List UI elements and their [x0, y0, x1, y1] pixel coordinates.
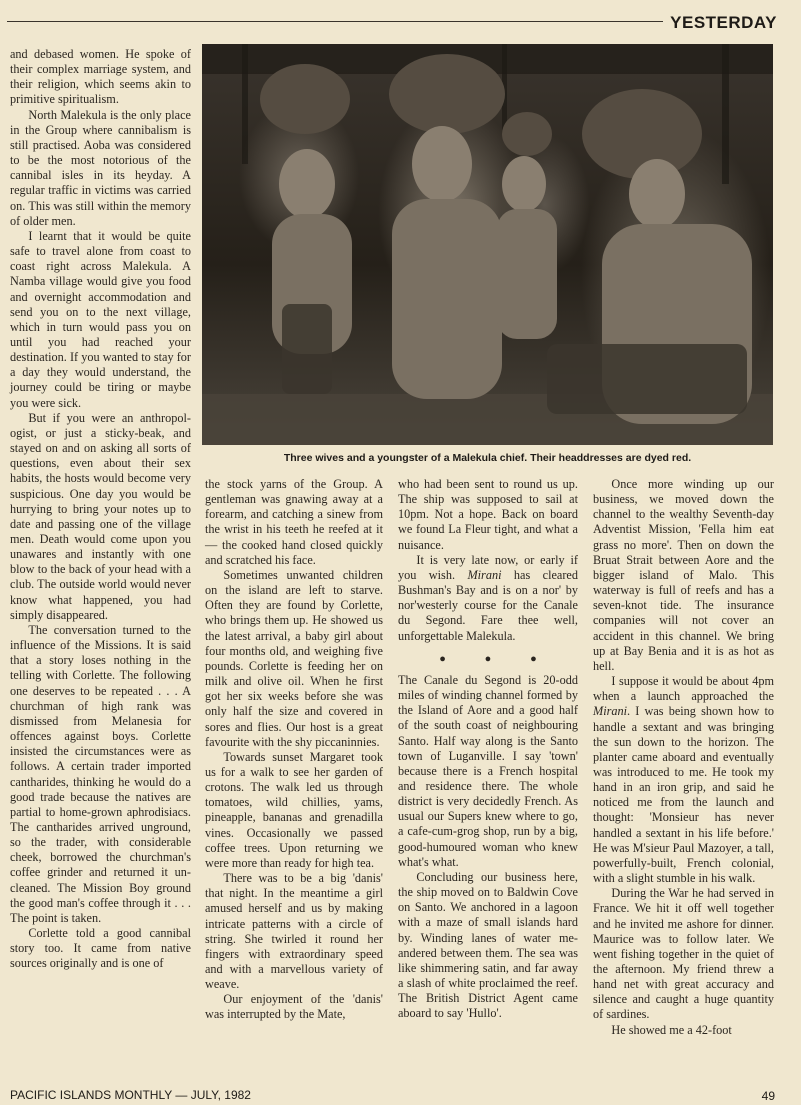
paragraph: Towards sunset Margaret took us for a walk to see her garden of crotons. The walk led us through tomatoes, wild chillies, yams, pineapple, bananas and grenadilla vines. Occasionally we passed coffee trees. Upon returning we were more than ready for high tea. — [205, 749, 383, 870]
photo-illustration — [202, 44, 773, 445]
paragraph: the stock yarns of the Group. A gentleman was gnawing away at a forearm, and catching a sinew from the wrist in his teeth he reefed at it — the cooked hand closed quickly and scratched his face. — [205, 477, 383, 567]
header-rule — [7, 21, 663, 22]
paragraph: During the War he had served in France. We hit it off well together and he invited me ashore for dinner. Maurice was to follow later. We went fishing together in the quiet of the afternoon. My friend threw a hand net with great accuracy and silence and caught a huge quantity of sardines. — [593, 886, 774, 1022]
text-column-2 — [205, 477, 383, 1023]
text-column-1 — [10, 47, 191, 972]
paragraph: The Canale du Segond is 20-odd miles of winding channel formed by the Island of Aore and a good half of the south coast of neighbouring Santo. Half way along is the Santo town of Luganville. I say 'town' because there is a French hospital and residence there. The whole district is very decidedly French. As usual our Supers knew where to go, a cafe-cum-grog shop, run by a big, good-humoured woman who knew what's what. — [398, 672, 578, 869]
paragraph: Once more winding up our business, we moved down the channel to the wealthy Seventh-day Adventist Mission, 'Fella him eat grass no more'. Then on down the Bruat Strait between Aore and the bigger island of Malo. This waterway is full of reefs and has a seven-knot tide. The insurance companies will not cover an accident in this channel. We bring up at Bay Benia and it is as hot as hell. — [593, 477, 774, 673]
publication-footer: PACIFIC ISLANDS MONTHLY — JULY, 1982 — [10, 1088, 251, 1102]
paragraph — [398, 553, 578, 644]
page-number: 49 — [761, 1089, 775, 1103]
paragraph: Our enjoyment of the 'danis' was interrupted by the Mate, — [205, 992, 383, 1022]
paragraph: The conversation turned to the influence of the Missions. It is said that a story loses nothing in the telling with Corlette. The following one deserves to be repeated . . . A churchman of high rank was dismissed from Melanesia for offences against boys. Corlette insisted the circumstances were as follows. A certain trader imported cantharides, thinking he would do a good trade because the natives are partial to home-grown aphrodisiacs. The cantharides arrived unground, so the trader, with considerable cheek, borrowed the churchman's coffee grinder and returned it uncleaned. The Mission Boy ground the good man's coffee through it . . . The point is taken. — [10, 622, 191, 925]
paragraph: He showed me a 42-foot — [611, 1022, 732, 1037]
paragraph: I learnt that it would be quite safe to travel alone from coast to coast right across Malekula. A Namba village would give you food and overnight accommodation and send you on to the next village, which in turn would pass you on until you had reached your destination. If you wanted to stay for a day they would understand, the journey could be tiring or maybe you were sick. — [10, 228, 191, 410]
paragraph: Corlette told a good cannibal story too. It came from native sources originally and is one of — [10, 926, 191, 971]
paragraph — [593, 674, 774, 886]
paragraph: who had been sent to round us up. The ship was supposed to sail at 10pm. Not a hope. Back on board we found La Fleur tight, and what a nuisance. — [398, 477, 578, 552]
text-column-3 — [398, 477, 578, 1021]
text-column-4 — [593, 477, 774, 1038]
paragraph: But if you were an anthropologist, or just a sticky-beak, and stayed on and on asking all sorts of questions, even about their sex habits, the hosts would become very suspicious. One day you would be hurrying to bring your notes up to date and passing one of the village men. Death would come upon you unawares and instantly with one blow to the back of your head with a club. The outside world would never know what happened, you had simply disappeared. — [10, 410, 191, 622]
paragraph: There was to be a big 'danis' that night. In the meantime a girl amused herself and us by making intricate patterns with a circle of string. She twirled it round her fingers with extraordinary speed and with a marvellous variety of weave. — [205, 871, 383, 992]
ship-name: Mirani — [467, 567, 502, 582]
paragraph: Concluding our business here, the ship moved on to Baldwin Cove on Santo. We anchored in a lagoon with a maze of small islands hard by. Winding lanes of water meandered between them. The sea was like shimmering satin, and far away a slash of white proclaimed the reef. The British District Agent came aboard to say 'Hullo'. — [398, 869, 578, 1021]
paragraph-text: It is very late now, or early if you wish. — [398, 552, 578, 582]
section-label: YESTERDAY — [670, 13, 777, 32]
paragraph: and debased women. He spoke of their complex marriage system, and their religion, which seems akin to primitive spiritualism. — [10, 47, 191, 107]
paragraph: Sometimes unwanted children on the island are left to starve. Often they are found by Corlette, who brings them up. He showed us the latest arrival, a baby girl about four months old, and weighing five pounds. Corlette is feeding her on milk and olive oil. When he first got her six weeks before she was only half the size and covered in sores and flies. Our host is a great favourite with the shy piccaninnies. — [205, 567, 383, 749]
photo-caption: Three wives and a youngster of a Malekula chief. Their headdresses are dyed red. — [283, 452, 692, 464]
photograph — [202, 44, 773, 445]
section-break-dots: ● ● ● — [439, 652, 555, 665]
paragraph-text: I suppose it would be about 4pm when a launch approached the — [593, 674, 774, 704]
ship-name: Mirani — [593, 704, 628, 719]
paragraph: North Malekula is the only place in the Group where cannibalism is still practised. Aoba was considered to be the most notorious of the cannibal isles in its heyday. A regular traffic in victims was carried on. This was still within the memory of older men. — [10, 107, 191, 228]
paragraph-text: . I was being shown how to handle a sextant and was bringing the sun down to the horizon. The planter came aboard and eventually was introduced to me. He took my hand in an iron grip, and said he noticed me from the launch and thought: 'Monsieur has never handled a sextant in his life before.' He was M'sieur Paul Mazoyer, a tall, powerfully-built, French colonial, with a slight stumble in his walk. — [593, 704, 774, 886]
paragraph-text: has cleared Bushman's Bay and is on a nor' by nor'westerly course for the Canale du Segond. Fare thee well, unforgettable Malekula. — [398, 567, 578, 643]
